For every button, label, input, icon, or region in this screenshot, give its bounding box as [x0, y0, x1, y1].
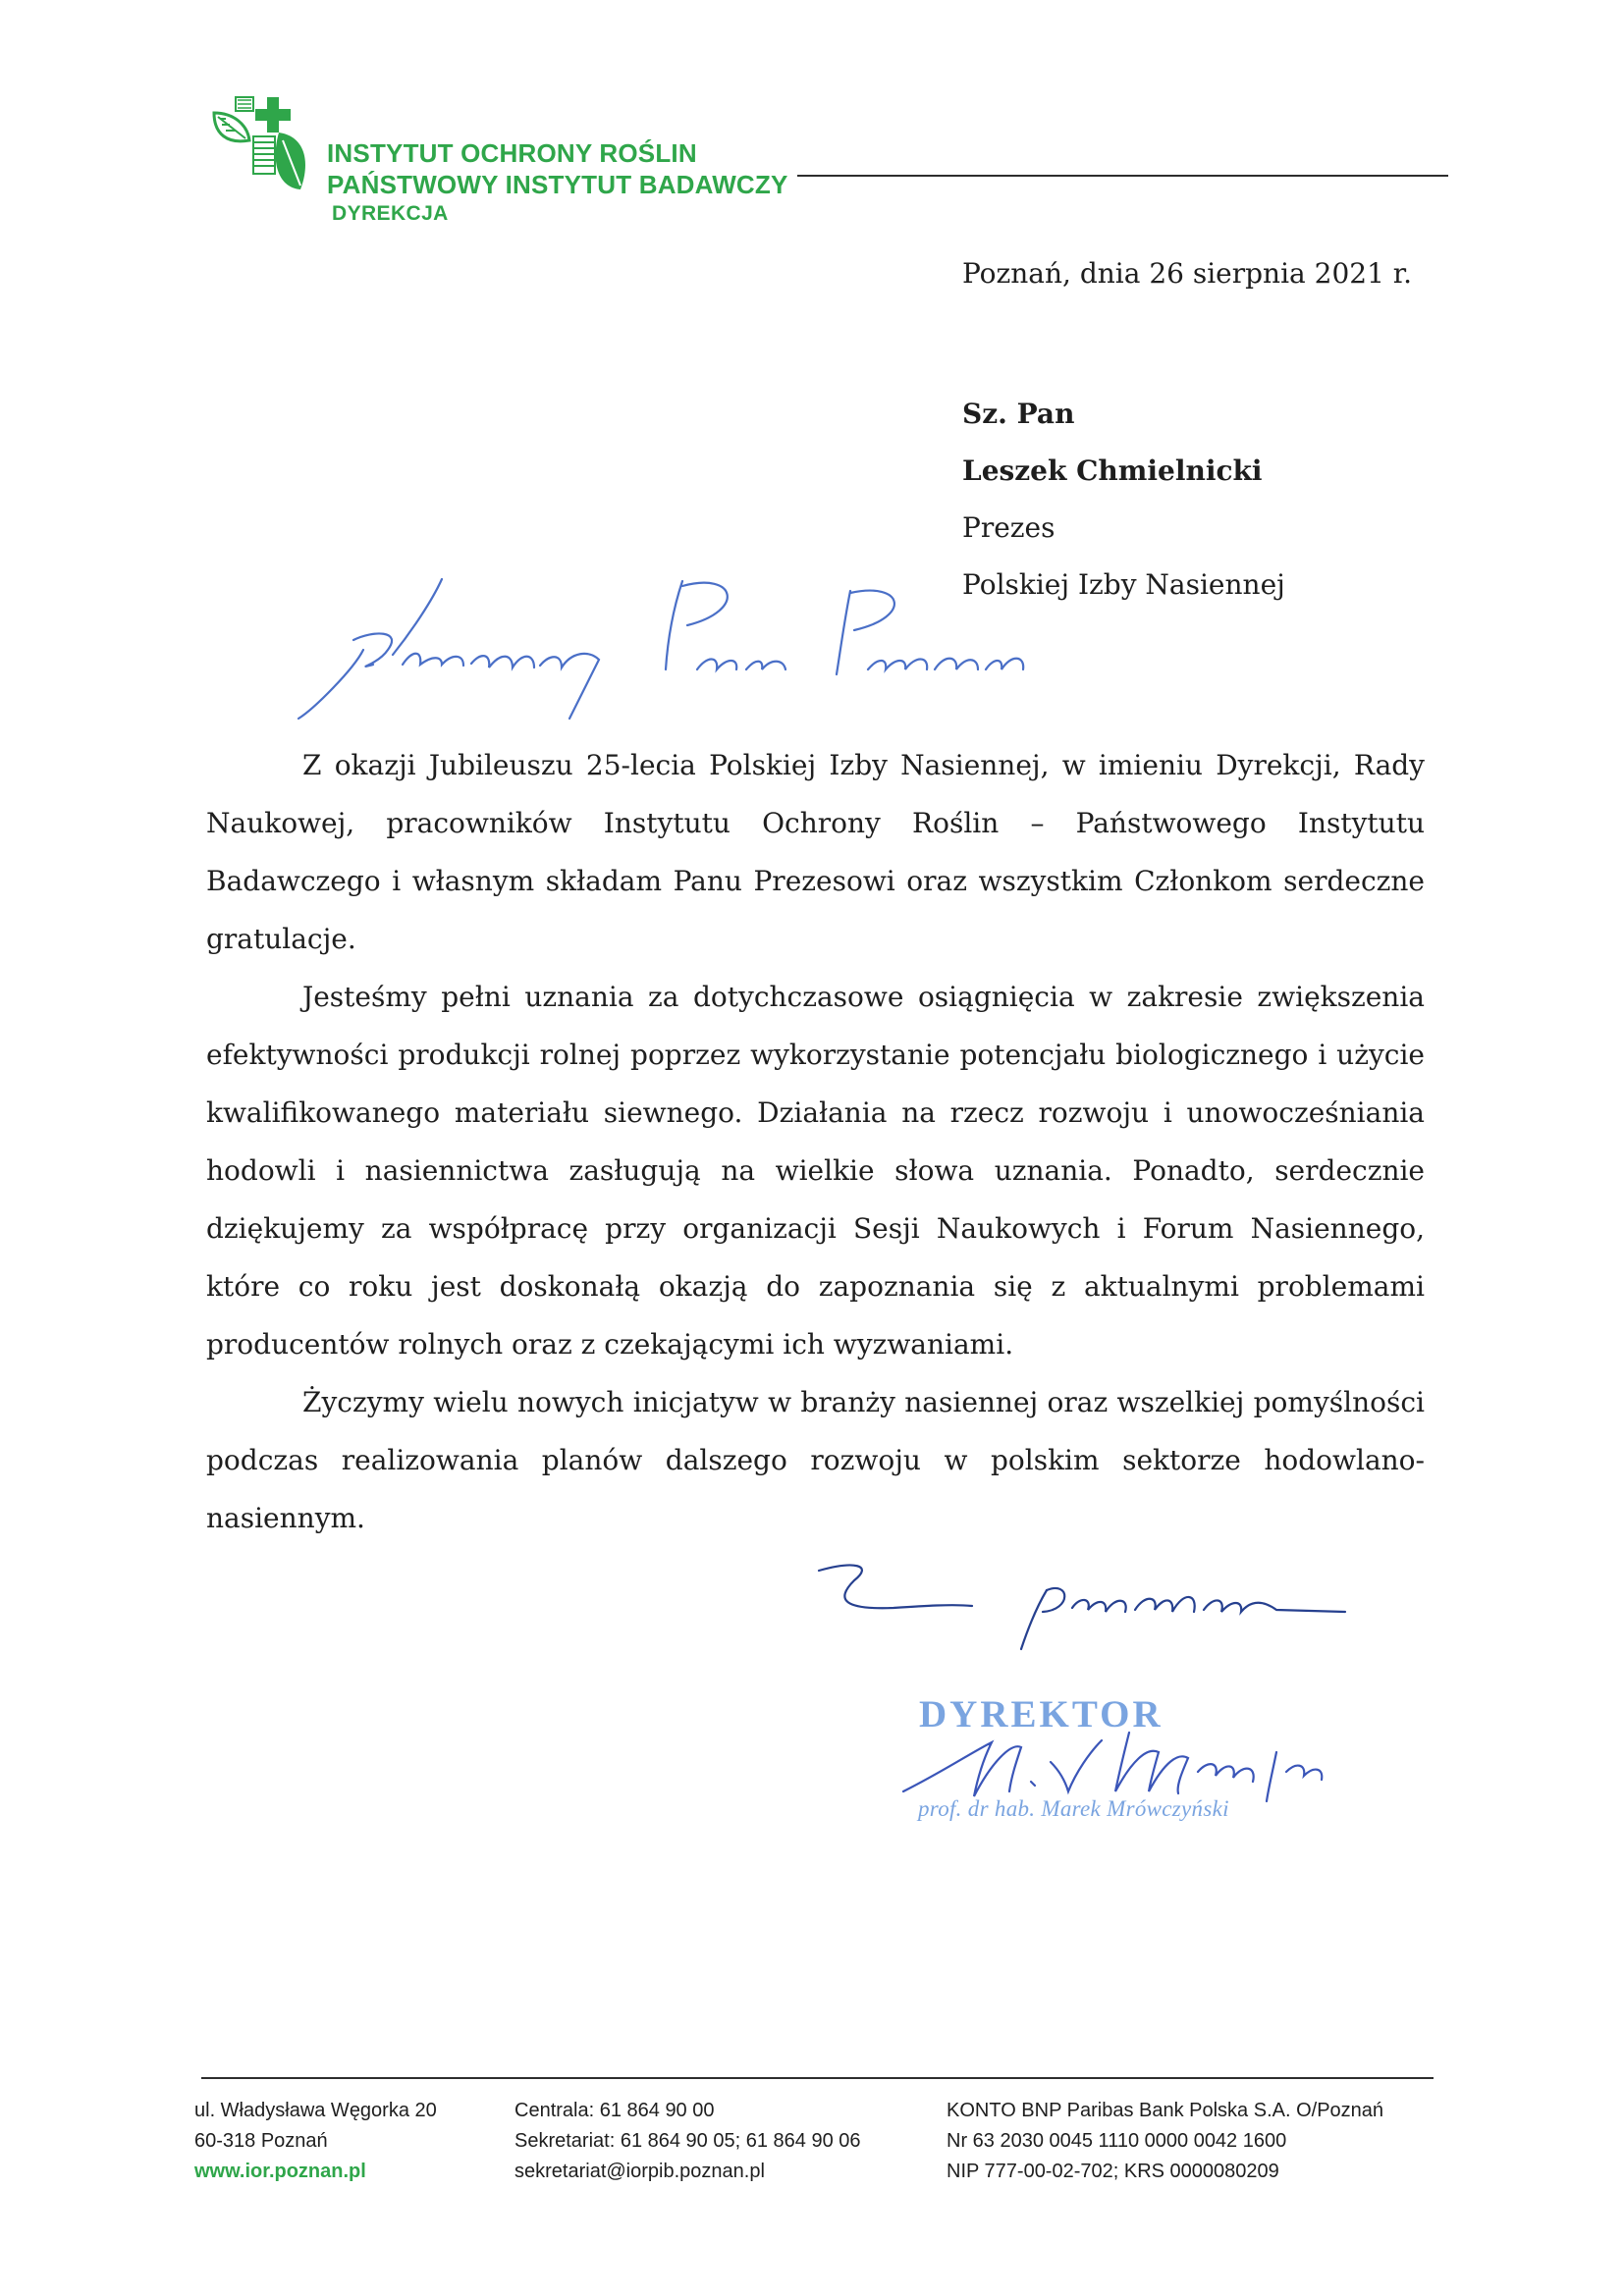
footer-address: [194, 2096, 437, 2187]
footer-website-link[interactable]: www.ior.poznan.pl: [194, 2161, 366, 2182]
addressee-organization: Polskiej Izby Nasiennej: [962, 568, 1285, 601]
footer-phone-secretariat: Sekretariat: 61 864 90 05; 61 864 90 06: [514, 2130, 861, 2152]
handwritten-salutation: [295, 571, 1139, 738]
footer-divider: [201, 2077, 1434, 2079]
stamp-name: prof. dr hab. Marek Mrówczyński: [918, 1796, 1229, 1821]
footer-phone-central: Centrala: 61 864 90 00: [514, 2100, 715, 2121]
handwritten-closing: [815, 1561, 1365, 1679]
addressee-prefix: Sz. Pan: [962, 398, 1075, 430]
institute-status: PAŃSTWOWY INSTYTUT BADAWCZY: [327, 170, 788, 199]
addressee-name: Leszek Chmielnicki: [962, 454, 1263, 487]
body-paragraph: Z okazji Jubileuszu 25-lecia Polskiej Izby Nasiennej, w imieniu Dyrekcji, Rady Naukowej, pracowników Instytutu Ochrony Roślin – Państwowego Instytutu Badawczego i własnym składam Panu Prezesowi oraz wszystkim Członkom serdeczne gratulacje.: [206, 749, 1425, 955]
footer-street: ul. Władysława Węgorka 20: [194, 2100, 437, 2121]
footer-bank-name: KONTO BNP Paribas Bank Polska S.A. O/Poznań: [947, 2100, 1384, 2121]
footer-registry: NIP 777-00-02-702; KRS 0000080209: [947, 2161, 1279, 2182]
addressee-title: Prezes: [962, 511, 1056, 544]
footer-email-link[interactable]: sekretariat@iorpib.poznan.pl: [514, 2161, 765, 2182]
body-paragraph: Jesteśmy pełni uznania za dotychczasowe osiągnięcia w zakresie zwiększenia efektywności produkcji rolnej poprzez wykorzystanie potencjału biologicznego i użycie kwalifikowanego materiału siewnego. Działania na rzecz rozwoju i unowocześniania hodowli i nasiennictwa zasługują na wielkie słowa uznania. Ponadto, serdecznie dziękujemy za współpracę przy organizacji Sesji Naukowych i Forum Nasiennego, które co roku jest doskonałą okazją do zapoznania się z aktualnymi problemami producentów rolnych oraz z czekającymi ich wyzwaniami.: [206, 981, 1425, 1361]
department-name: DYREKCJA: [332, 202, 449, 225]
institute-name: INSTYTUT OCHRONY ROŚLIN: [327, 138, 697, 168]
stamp-title: DYREKTOR: [919, 1693, 1164, 1735]
footer-contacts: [514, 2096, 861, 2187]
letter-body: [206, 736, 1425, 1547]
header-divider: [797, 175, 1448, 177]
date-line: Poznań, dnia 26 sierpnia 2021 r.: [961, 257, 1412, 290]
footer-city: 60-318 Poznań: [194, 2130, 328, 2152]
director-signature: [884, 1703, 1375, 1811]
footer-bank: [947, 2096, 1383, 2187]
body-paragraph: Życzymy wielu nowych inicjatyw w branży nasiennej oraz wszelkiej pomyślności podczas realizowania planów dalszego rozwoju w polskim sektorze hodowlano-nasiennym.: [206, 1386, 1425, 1534]
institute-logo: [208, 91, 311, 199]
footer-account-number: Nr 63 2030 0045 1110 0000 0042 1600: [947, 2130, 1287, 2152]
